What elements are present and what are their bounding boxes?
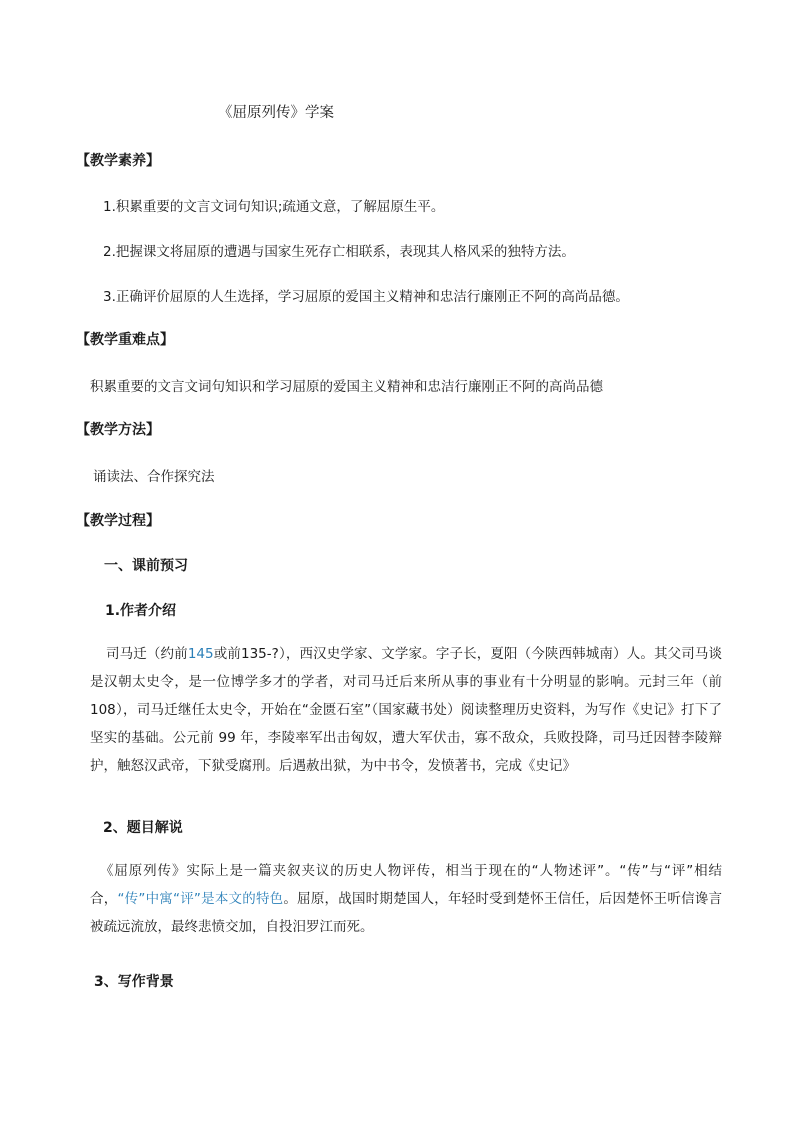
- methods-text: 诵读法、合作探究法: [93, 469, 215, 485]
- author-intro-heading: 1.作者介绍: [105, 603, 177, 619]
- title-explain-paragraph: [90, 857, 722, 941]
- author-intro-text-1: 司马迁（约前: [106, 646, 188, 662]
- key-points-text: 积累重要的文言文词句知识和学习屈原的爱国主义精神和忠洁行廉刚正不阿的高尚品德: [90, 379, 603, 395]
- title-explain-text-1: 《屈原列传》实际上是一篇夹叙夹议的历史人物评传，相当于现在的“人物述评”。“传”与“评”相结合，: [90, 863, 722, 907]
- heading-methods: 【教学方法】: [76, 422, 160, 438]
- heading-key-points: 【教学重难点】: [76, 332, 174, 348]
- author-intro-text-2: 或前: [213, 646, 241, 662]
- literacy-item-2: 2.把握课文将屈原的遭遇与国家生死存亡相联系，表现其人格风采的独特方法。: [103, 244, 575, 260]
- author-intro-paragraph: [90, 640, 722, 780]
- title-explain-heading: 2、题目解说: [103, 820, 183, 836]
- title-explain-highlight: “传”中寓“评”是本文的特色: [117, 891, 284, 907]
- heading-literacy: 【教学素养】: [76, 153, 160, 169]
- title-explain-text-2: 。屈原，战国时期楚国人，年轻时受到楚怀王信任，后因楚怀王听信谗言被疏远流放，最终悲愤交加，自投汨罗江而死。: [90, 891, 723, 935]
- author-birth-year-2: 135-?: [241, 646, 279, 662]
- page-title: 《屈原列传》学案: [218, 105, 334, 121]
- heading-process: 【教学过程】: [76, 513, 160, 529]
- literacy-item-1: 1.积累重要的文言文词句知识;疏通文意，了解屈原生平。: [103, 199, 445, 215]
- author-intro-text-3: ），西汉史学家、文学家。字子长，夏阳（今陕西韩城南）人。其父司马谈是汉朝太史令，是一位博学多才的学者，对司马迁后来所从事的事业有十分明显的影响。元封三年（前108），司马迁继任太史令，开始在“金匮石室”（国家藏书处）阅读整理历史资料，为写作《史记》打下了坚实的基础。公元前 99 年，李陵率军出击匈奴，遭大军伏击，寡不敌众，兵败投降，司马迁因替李陵辩护，触怒汉武帝，下狱受腐刑。后遇赦出狱，为中书令，发愤著书，完成《史记》: [90, 646, 723, 774]
- background-heading: 3、写作背景: [94, 974, 174, 990]
- author-birth-year-1: 145: [187, 646, 214, 662]
- part1-heading: 一、课前预习: [104, 558, 188, 574]
- literacy-item-3: 3.正确评价屈原的人生选择，学习屈原的爱国主义精神和忠洁行廉刚正不阿的高尚品德。: [103, 289, 629, 305]
